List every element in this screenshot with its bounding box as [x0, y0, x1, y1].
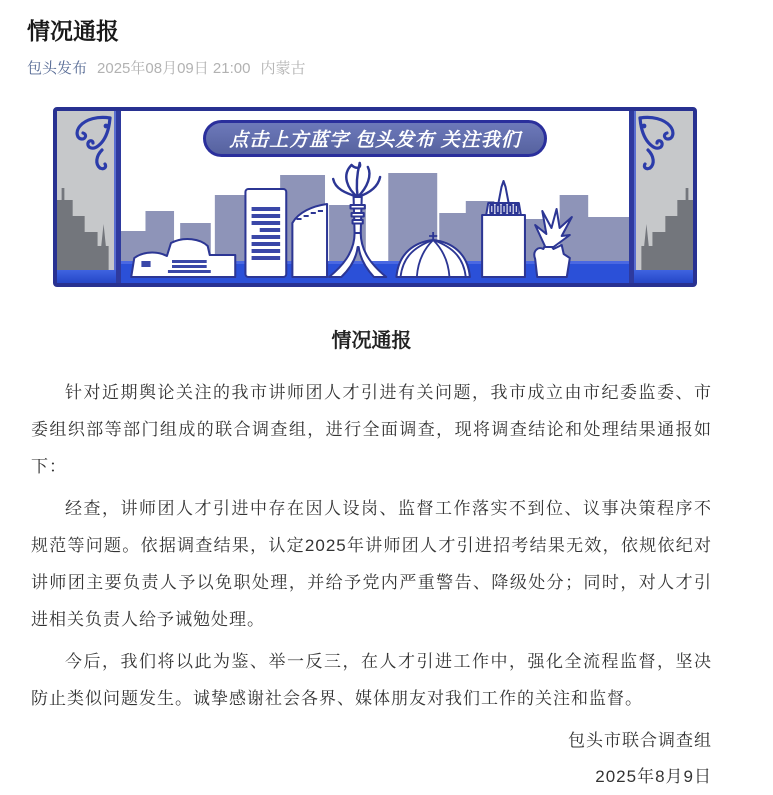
city-silhouette-icon: [57, 178, 116, 270]
banner-image[interactable]: [53, 107, 697, 287]
paragraph-2: 经查，讲师团人才引进中存在因人设岗、监督工作落实不到位、议事决策程序不规范等问题。依据调查结果，认定2025年讲师团人才引进招考结果无效，依规依纪对讲师团主要负责人予以免职处理，并给予党内严重警告、降级处分；同时，对人才引进相关负责人给予诫勉处理。: [31, 499, 712, 629]
account-name-link[interactable]: 包头发布: [27, 60, 88, 77]
banner-center-panel: [121, 111, 629, 283]
publish-location: 内蒙古: [260, 60, 306, 77]
corner-ornament-icon: [66, 114, 112, 172]
page-title: 情况通报: [27, 18, 119, 44]
banner-left-panel: [57, 111, 121, 283]
notice-heading: 情况通报: [331, 330, 412, 352]
signature-date: 2025年8月9日: [595, 767, 712, 786]
paragraph-3: 今后，我们将以此为鉴、举一反三，在人才引进工作中，强化全流程监督，坚决防止类似问题发生。诚挚感谢社会各界、媒体朋友对我们工作的关注和监督。: [31, 652, 712, 708]
water-strip: [57, 270, 116, 283]
signature-org: 包头市联合调查组: [568, 731, 712, 750]
article-meta: [27, 58, 745, 79]
follow-ribbon: [203, 120, 547, 157]
banner-right-panel: [629, 111, 693, 283]
publish-datetime: 2025年08月09日 21:00: [97, 60, 251, 77]
water-strip: [634, 270, 693, 283]
article-page: [0, 14, 773, 786]
corner-ornament-icon: [638, 114, 684, 172]
city-silhouette-icon: [634, 178, 693, 270]
article-body: [31, 323, 712, 795]
paragraph-1: 针对近期舆论关注的我市讲师团人才引进有关问题，我市成立由市纪委监委、市委组织部等部门组成的联合调查组，进行全面调查，现将调查结论和处理结果通报如下：: [31, 383, 712, 476]
follow-ribbon-text: 点击上方蓝字 包头发布 关注我们: [229, 130, 521, 151]
skyline-illustration: [121, 159, 629, 283]
